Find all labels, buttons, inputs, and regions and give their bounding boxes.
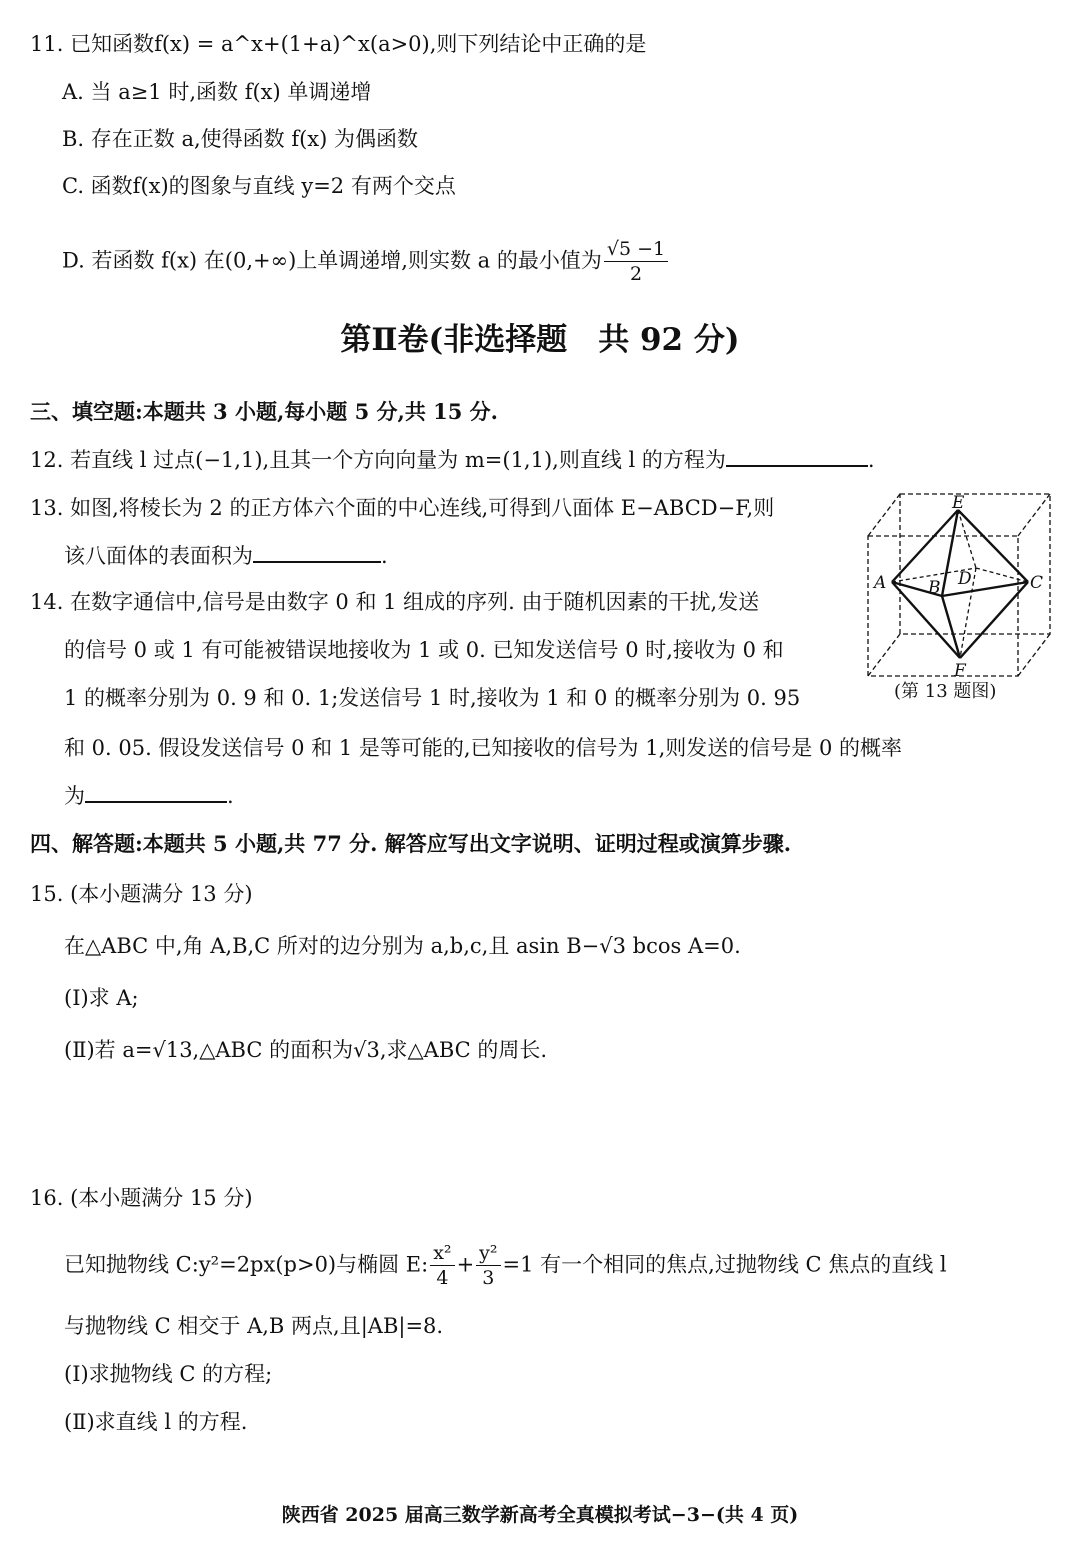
q13-line2-text: 该八面体的表面积为 bbox=[64, 544, 253, 568]
edge-BC bbox=[942, 582, 1028, 596]
q14-end: . bbox=[227, 784, 234, 808]
q14-line2: 的信号 0 或 1 有可能被错误地接收为 1 或 0. 已知发送信号 0 时,接收为 0 和 bbox=[64, 638, 784, 662]
section4-header: 四、解答题:本题共 5 小题,共 77 分. 解答应写出文字说明、证明过程或演算步骤. bbox=[30, 831, 792, 856]
label-D: D bbox=[958, 569, 972, 589]
q11-option-d-text: D. 若函数 f(x) 在(0,+∞)上单调递增,则实数 a 的最小值为 bbox=[62, 248, 602, 273]
q14-line1: 14. 在数字通信中,信号是由数字 0 和 1 组成的序列. 由于随机因素的干扰,发送 bbox=[30, 590, 760, 614]
q16-title: 16. (本小题满分 15 分) bbox=[30, 1186, 253, 1210]
fraction-denominator: 2 bbox=[629, 263, 643, 285]
fraction-denominator: 4 bbox=[436, 1267, 449, 1289]
page-footer: 陕西省 2025 届高三数学新高考全真模拟考试−3−(共 4 页) bbox=[281, 1504, 799, 1526]
q15-part1: (Ⅰ)求 A; bbox=[64, 986, 139, 1010]
q12-end: . bbox=[867, 448, 875, 472]
section3-header: 三、填空题:本题共 3 小题,每小题 5 分,共 15 分. bbox=[30, 399, 498, 424]
fraction-numerator: y² bbox=[476, 1244, 500, 1266]
q14-line4: 和 0. 05. 假设发送信号 0 和 1 是等可能的,已知接收的信号为 1,则发送的信号是 0 的概率 bbox=[64, 736, 902, 760]
q12-answer-blank[interactable] bbox=[726, 447, 868, 467]
q13-end: . bbox=[381, 544, 388, 568]
figure13-caption: (第 13 题图) bbox=[894, 681, 997, 702]
cube-front-face bbox=[868, 536, 1018, 676]
q11-option-d bbox=[62, 240, 670, 284]
q11-option-b: B. 存在正数 a,使得函数 f(x) 为偶函数 bbox=[62, 127, 419, 151]
label-F: F bbox=[954, 661, 966, 681]
q12 bbox=[30, 446, 875, 474]
label-B: B bbox=[928, 578, 941, 598]
label-C: C bbox=[1030, 573, 1044, 593]
edge-EB bbox=[942, 510, 958, 596]
q13-answer-blank[interactable] bbox=[253, 543, 381, 563]
q11-option-a: A. 当 a≥1 时,函数 f(x) 单调递增 bbox=[62, 80, 372, 104]
q11-option-c: C. 函数f(x)的图象与直线 y=2 有两个交点 bbox=[62, 174, 456, 198]
q15-part2: (Ⅱ)若 a=√13,△ABC 的面积为√3,求△ABC 的周长. bbox=[64, 1038, 548, 1062]
q16-plus: + bbox=[456, 1252, 475, 1277]
q11-stem: 11. 已知函数f(x) = a^x+(1+a)^x(a>0),则下列结论中正确的是 bbox=[30, 32, 647, 56]
q16-stem-b: =1 有一个相同的焦点,过抛物线 C 焦点的直线 l bbox=[502, 1252, 947, 1277]
q14-line5 bbox=[64, 782, 234, 810]
q15-stem: 在△ABC 中,角 A,B,C 所对的边分别为 a,b,c,且 asin B−√3 bcos A=0. bbox=[64, 934, 741, 958]
q16-part1: (Ⅰ)求抛物线 C 的方程; bbox=[64, 1362, 273, 1386]
q14-answer-blank[interactable] bbox=[85, 783, 227, 803]
label-A: A bbox=[874, 573, 887, 593]
fraction-denominator: 3 bbox=[482, 1267, 495, 1289]
q13-line1: 13. 如图,将棱长为 2 的正方体六个面的中心连线,可得到八面体 E−ABCD−F,则 bbox=[30, 496, 775, 520]
q11-option-d-fraction bbox=[604, 240, 668, 284]
q16-part2: (Ⅱ)求直线 l 的方程. bbox=[64, 1410, 248, 1434]
fraction-numerator: √5 −1 bbox=[604, 240, 668, 262]
q16-stem-a: 已知抛物线 C:y²=2px(p>0)与椭圆 E: bbox=[64, 1252, 429, 1277]
q14-line3: 1 的概率分别为 0. 9 和 0. 1;发送信号 1 时,接收为 1 和 0 的概率分别为 0. 95 bbox=[64, 686, 801, 710]
q16-fraction-x bbox=[430, 1244, 454, 1288]
part2-title: 第Ⅱ卷(非选择题 共 92 分) bbox=[340, 322, 740, 358]
edge-EA bbox=[892, 510, 958, 582]
fraction-numerator: x² bbox=[430, 1244, 454, 1266]
q16-fraction-y bbox=[476, 1244, 500, 1288]
label-E: E bbox=[952, 493, 965, 513]
q16-line2: 与抛物线 C 相交于 A,B 两点,且|AB|=8. bbox=[64, 1314, 444, 1338]
q15-title: 15. (本小题满分 13 分) bbox=[30, 882, 253, 906]
q13-line2 bbox=[64, 542, 388, 570]
q14-line5-text: 为 bbox=[64, 784, 85, 808]
q12-text: 12. 若直线 l 过点(−1,1),且其一个方向向量为 m=(1,1),则直线 l 的方程为 bbox=[30, 448, 726, 472]
q16-stem bbox=[64, 1244, 947, 1288]
